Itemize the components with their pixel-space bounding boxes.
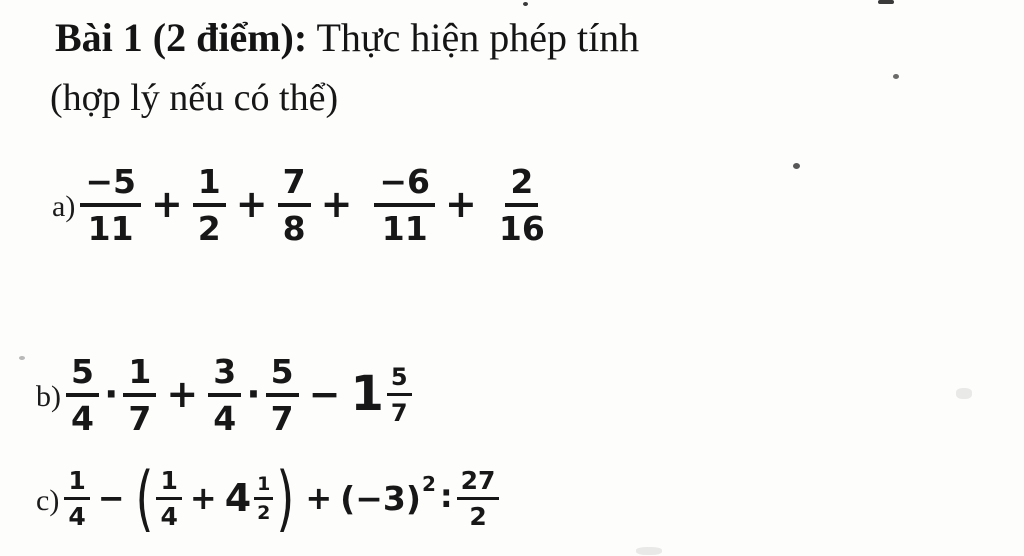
numerator: 5: [266, 354, 299, 397]
denominator: 8: [282, 208, 306, 248]
denominator: 7: [270, 398, 294, 438]
mixed-number: [350, 364, 411, 425]
exercise-title-regular: Thực hiện phép tính: [307, 15, 640, 60]
numerator: 3: [208, 354, 241, 397]
problem-line-a: [52, 158, 545, 250]
exercise-title: [55, 16, 639, 60]
operator: +: [445, 182, 477, 226]
operator: +: [235, 182, 268, 226]
parenthesis: ): [276, 456, 295, 540]
scan-speck: [636, 547, 662, 555]
denominator: 2: [469, 502, 487, 531]
exponent: 2: [421, 472, 436, 496]
numerator: 2: [505, 164, 538, 207]
denominator: 11: [381, 208, 428, 248]
scan-speck: [793, 163, 800, 169]
numerator: −6: [374, 164, 435, 207]
fraction: [64, 467, 89, 529]
fraction: [254, 474, 273, 523]
denominator: 4: [213, 398, 237, 438]
fraction: [266, 351, 299, 438]
scan-speck: [893, 74, 899, 79]
operator: ·: [246, 372, 261, 416]
whole-part: 1: [350, 366, 384, 422]
denominator: 4: [71, 398, 94, 438]
expression-text: (−3): [340, 478, 421, 518]
operator: +: [320, 182, 353, 226]
fraction: [123, 351, 156, 438]
denominator: 16: [498, 208, 545, 248]
fraction: [193, 161, 226, 248]
numerator: 1: [156, 467, 181, 500]
numerator: 27: [457, 467, 500, 500]
numerator: 1: [193, 164, 226, 207]
fraction: [278, 161, 311, 248]
denominator: 2: [257, 501, 271, 524]
numerator: 1: [123, 354, 156, 397]
operator: −: [308, 372, 341, 416]
operator: :: [439, 477, 453, 515]
fraction: [498, 161, 545, 248]
problem-label: a): [52, 190, 76, 223]
problem-line-b: [36, 350, 412, 438]
numerator: 5: [387, 364, 412, 396]
denominator: 7: [390, 398, 408, 427]
fraction: [208, 351, 241, 438]
numerator: 5: [66, 354, 99, 397]
fraction: [457, 467, 500, 529]
numerator: 7: [278, 164, 311, 207]
denominator: 7: [128, 398, 152, 438]
scan-speck: [956, 388, 972, 399]
problem-label: c): [36, 484, 60, 517]
operator: +: [150, 182, 183, 226]
parenthesis: (: [135, 456, 154, 540]
denominator: 2: [197, 208, 221, 248]
denominator: 11: [87, 208, 134, 248]
operator: ·: [103, 372, 119, 416]
fraction: [66, 351, 99, 438]
exercise-subtitle: (hợp lý nếu có thể): [50, 77, 339, 119]
numerator: −5: [80, 164, 141, 207]
numerator: 1: [254, 474, 273, 500]
scan-speck: [523, 2, 528, 6]
scan-speck: [878, 0, 894, 4]
fraction: [156, 467, 181, 529]
whole-part: 4: [224, 476, 252, 520]
problem-label: b): [36, 380, 61, 413]
operator: +: [166, 372, 199, 416]
fraction: [374, 161, 435, 248]
denominator: 4: [160, 502, 178, 531]
scan-speck: [19, 356, 25, 360]
fraction: [387, 364, 412, 425]
exercise-title-bold: Bài 1 (2 điểm):: [55, 15, 308, 60]
numerator: 1: [64, 467, 89, 500]
problem-line-c: [36, 455, 499, 541]
operator: +: [305, 479, 333, 517]
mixed-number: [225, 474, 274, 523]
operator: +: [189, 479, 217, 517]
operator: −: [97, 479, 125, 517]
fraction: [80, 161, 141, 248]
denominator: 4: [68, 502, 86, 531]
